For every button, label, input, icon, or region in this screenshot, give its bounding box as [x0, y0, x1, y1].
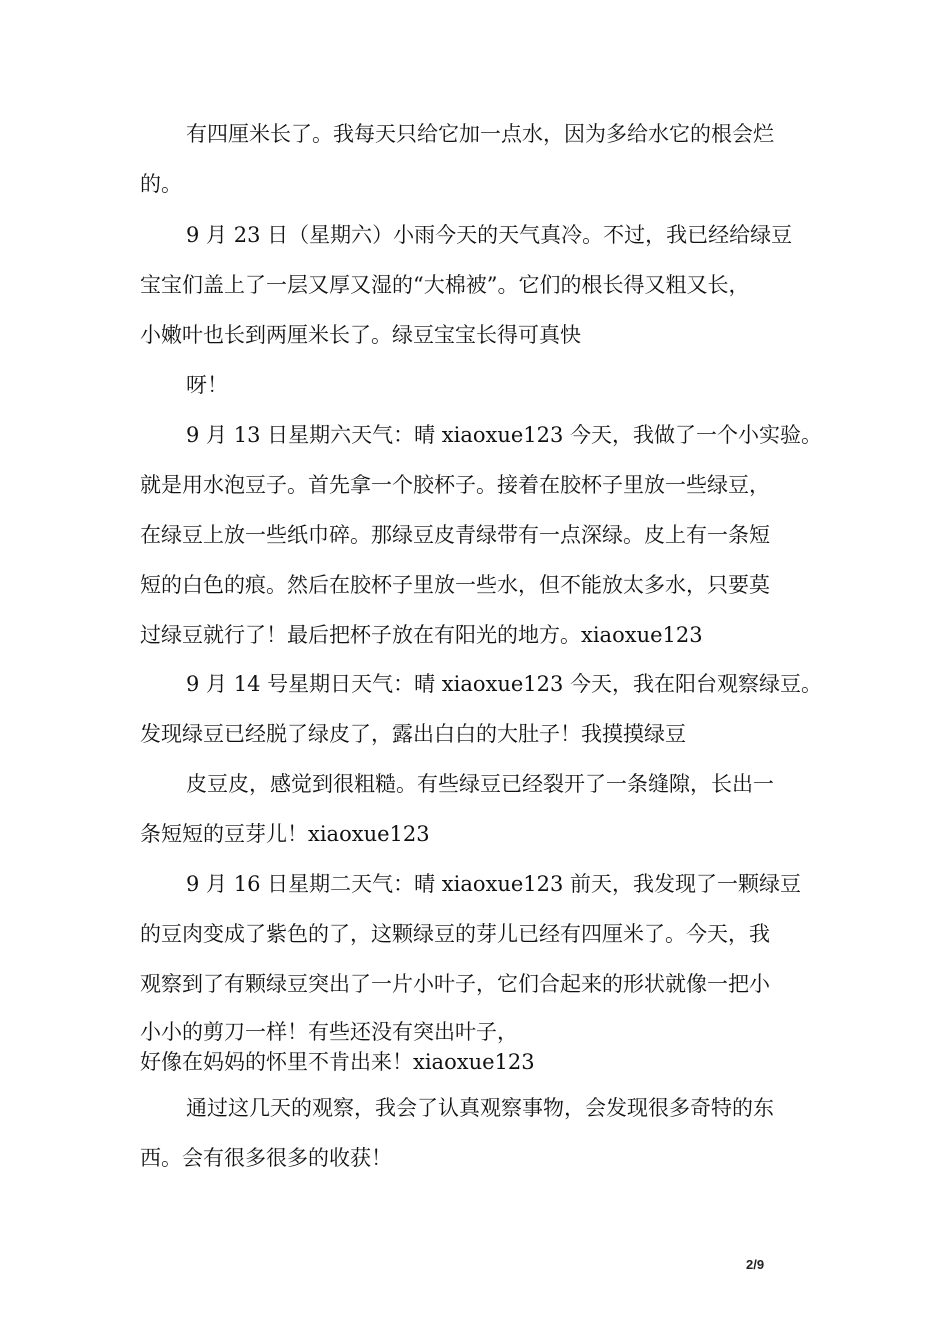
text-line: 有四厘米长了。我每天只给它加一点水，因为多给水它的根会烂 — [186, 122, 774, 146]
text-line: 9 月 16 日星期二天气：晴 xiaoxue123 前天，我发现了一颗绿豆 — [186, 872, 802, 896]
page-number: 2/9 — [746, 1257, 765, 1272]
text-line: 9 月 13 日星期六天气：晴 xiaoxue123 今天，我做了一个小实验。 — [186, 423, 823, 447]
text-line: 观察到了有颗绿豆突出了一片小叶子，它们合起来的形状就像一把小 — [140, 972, 770, 996]
text-line: 小嫩叶也长到两厘米长了。绿豆宝宝长得可真快 — [140, 323, 581, 347]
text-line: 9 月 14 号星期日天气：晴 xiaoxue123 今天，我在阳台观察绿豆。 — [186, 672, 823, 696]
text-line: 好像在妈妈的怀里不肯出来！xiaoxue123 — [140, 1050, 535, 1074]
text-line: 宝宝们盖上了一层又厚又湿的“大棉被”。它们的根长得又粗又长， — [140, 273, 750, 297]
text-line: 西。会有很多很多的收获！ — [140, 1146, 392, 1170]
text-line: 条短短的豆芽儿！xiaoxue123 — [140, 822, 430, 846]
text-line: 就是用水泡豆子。首先拿一个胶杯子。接着在胶杯子里放一些绿豆， — [140, 473, 770, 497]
text-line: 的。 — [140, 172, 182, 196]
text-line: 的豆肉变成了紫色的了，这颗绿豆的芽儿已经有四厘米了。今天，我 — [140, 922, 770, 946]
text-line: 呀！ — [186, 373, 228, 397]
text-line: 短的白色的痕。然后在胶杯子里放一些水，但不能放太多水，只要莫 — [140, 573, 770, 597]
text-line: 小小的剪刀一样！有些还没有突出叶子， — [140, 1020, 518, 1044]
text-line: 在绿豆上放一些纸巾碎。那绿豆皮青绿带有一点深绿。皮上有一条短 — [140, 523, 770, 547]
text-line: 通过这几天的观察，我会了认真观察事物，会发现很多奇特的东 — [186, 1096, 774, 1120]
text-line: 发现绿豆已经脱了绿皮了，露出白白的大肚子！我摸摸绿豆 — [140, 722, 686, 746]
text-line: 过绿豆就行了！最后把杯子放在有阳光的地方。xiaoxue123 — [140, 623, 703, 647]
text-line: 皮豆皮，感觉到很粗糙。有些绿豆已经裂开了一条缝隙，长出一 — [186, 772, 774, 796]
text-line: 9 月 23 日（星期六）小雨今天的天气真冷。不过，我已经给绿豆 — [186, 223, 793, 247]
